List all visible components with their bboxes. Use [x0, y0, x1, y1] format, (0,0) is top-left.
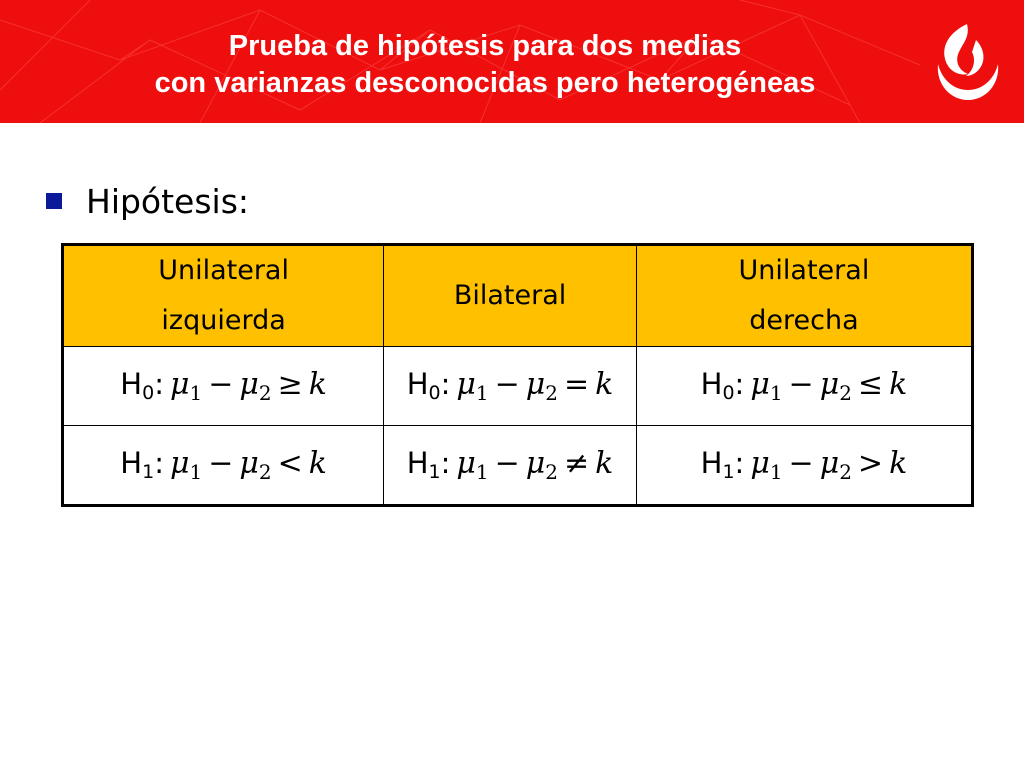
upc-flame-logo-icon	[928, 18, 1006, 108]
hypothesis-label: $H_1$:	[700, 446, 745, 483]
hypothesis-expression: $\mu_1 - \mu_2 \ge k$	[169, 367, 327, 405]
header-cell-line: Unilateral	[738, 255, 870, 286]
hypothesis-expression: $\mu_1 - \mu_2 = k$	[456, 367, 614, 405]
table-row-h1	[63, 426, 973, 506]
hypothesis-bullet	[46, 176, 249, 226]
header-cell-line: derecha	[749, 305, 859, 336]
bullet-text: Hipótesis:	[86, 181, 250, 221]
page-title	[0, 28, 970, 102]
title-line-2: con varianzas desconocidas pero heterogéneas	[154, 67, 816, 99]
hypothesis-table	[61, 243, 974, 507]
table-header-row	[63, 245, 973, 347]
header-cell-line: izquierda	[161, 305, 286, 336]
hypothesis-label: $H_1$:	[406, 446, 451, 483]
header-cell-line: Bilateral	[453, 280, 567, 311]
h0-right-cell	[636, 347, 972, 426]
h1-left-cell	[63, 426, 384, 506]
hypothesis-label: $H_0$:	[120, 367, 164, 404]
header-left-tail	[63, 245, 384, 347]
square-bullet-icon	[46, 193, 62, 209]
h1-right-cell	[636, 426, 972, 506]
h1-two-tail-cell	[384, 426, 637, 506]
table-row-h0	[63, 347, 973, 426]
h0-two-tail-cell	[384, 347, 637, 426]
hypothesis-expression: $\mu_1 - \mu_2 < k$	[169, 446, 327, 484]
hypothesis-expression: $\mu_1 - \mu_2 \ne k$	[456, 446, 614, 484]
hypothesis-expression: $\mu_1 - \mu_2 > k$	[750, 446, 908, 484]
header-cell-line: Unilateral	[158, 255, 289, 286]
header-right-tail	[636, 245, 972, 347]
hypothesis-label: $H_0$:	[700, 367, 745, 404]
h0-left-cell	[63, 347, 384, 426]
title-line-1: Prueba de hipótesis para dos medias	[228, 30, 742, 62]
header-two-tail	[384, 245, 637, 347]
hypothesis-label: $H_0$:	[406, 367, 451, 404]
header-banner	[0, 0, 1024, 123]
hypothesis-expression: $\mu_1 - \mu_2 \le k$	[750, 367, 908, 405]
hypothesis-label: $H_1$:	[120, 446, 164, 483]
